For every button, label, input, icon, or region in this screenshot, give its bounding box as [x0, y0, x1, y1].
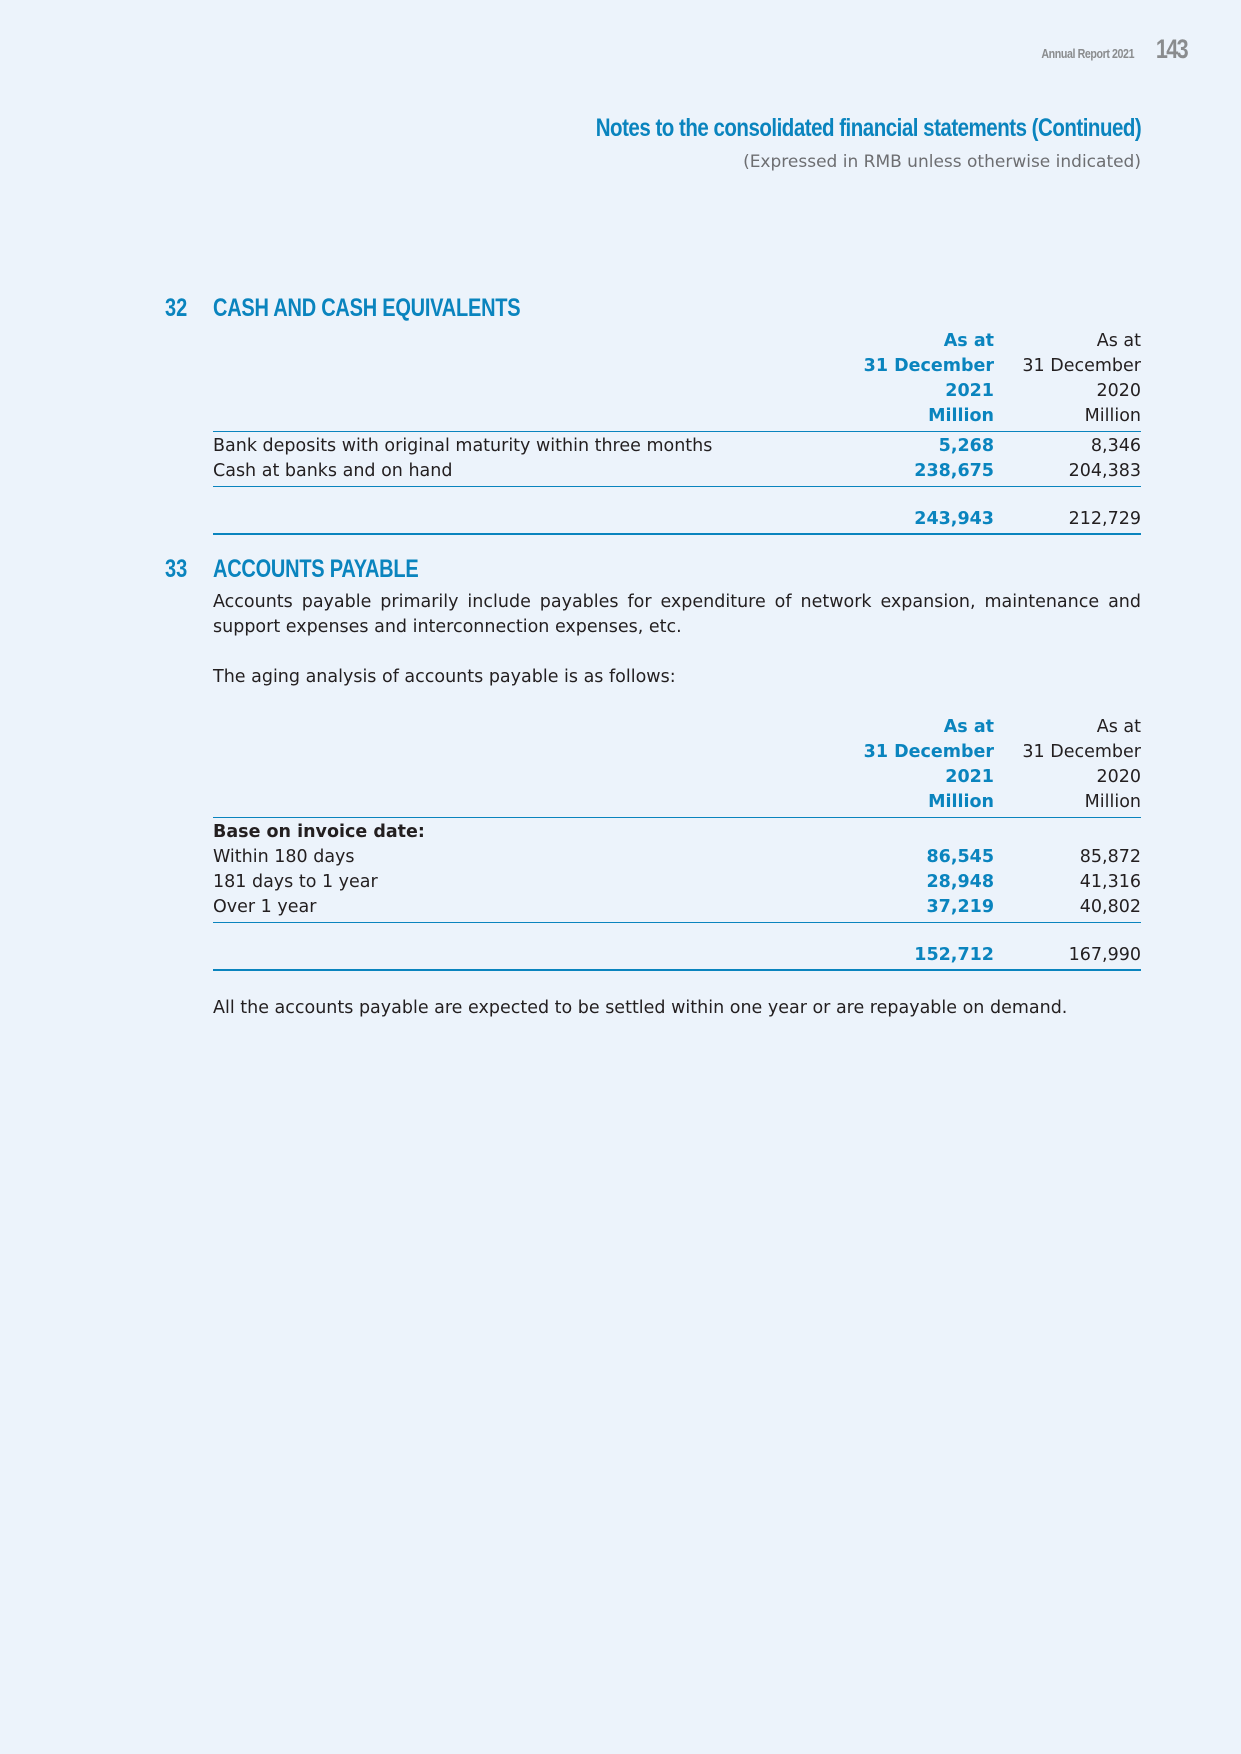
header-2021: Million — [928, 792, 994, 812]
page-title: Notes to the consolidated financial statements (Continued) — [595, 114, 1141, 142]
total-2021: 152,712 — [914, 945, 994, 965]
table-rule — [213, 486, 1141, 487]
column-header-row — [213, 329, 1141, 354]
section-title: CASH AND CASH EQUIVALENTS — [213, 294, 521, 322]
table-subheading-row — [213, 820, 1141, 845]
cash-table — [213, 329, 1141, 535]
header-2021: Million — [928, 406, 994, 426]
section-number: 32 — [165, 294, 188, 322]
table-rule — [213, 922, 1141, 923]
total-rule — [213, 969, 1141, 971]
table-row — [213, 459, 1141, 484]
section-paragraph: The aging analysis of accounts payable is as follows: — [213, 667, 676, 687]
header-2020: 31 December — [1022, 742, 1141, 762]
total-row — [213, 507, 1141, 532]
table-row — [213, 845, 1141, 870]
value-2020: 41,316 — [1079, 872, 1141, 892]
header-2020: As at — [1096, 331, 1141, 351]
column-header-row — [213, 765, 1141, 790]
header-2020: Million — [1084, 792, 1141, 812]
total-2020: 212,729 — [1068, 509, 1141, 529]
total-2021: 243,943 — [914, 509, 994, 529]
column-header-row — [213, 740, 1141, 765]
section-paragraph: Accounts payable primarily include payables for expenditure of network expansion, maintenance and support expenses and interconnection expenses, etc. — [213, 592, 1141, 637]
value-2021: 37,219 — [926, 897, 994, 917]
column-header-row — [213, 715, 1141, 740]
header-2021: 31 December — [863, 742, 994, 762]
column-header-row — [213, 404, 1141, 429]
page-subtitle: (Expressed in RMB unless otherwise indicated) — [743, 152, 1141, 172]
header-2021: 2021 — [945, 381, 994, 401]
row-label: Over 1 year — [213, 897, 317, 917]
row-label: 181 days to 1 year — [213, 872, 378, 892]
total-rule — [213, 533, 1141, 535]
table-rule — [213, 431, 1141, 432]
value-2020: 85,872 — [1079, 847, 1141, 867]
row-label: Within 180 days — [213, 847, 355, 867]
header-2021: 31 December — [863, 356, 994, 376]
value-2021: 5,268 — [938, 436, 994, 456]
column-header-row — [213, 379, 1141, 404]
header-2021: As at — [943, 717, 994, 737]
header-2021: As at — [943, 331, 994, 351]
column-header-row — [213, 354, 1141, 379]
section-number: 33 — [165, 555, 188, 583]
table-row — [213, 434, 1141, 459]
header-2020: 2020 — [1096, 381, 1141, 401]
section-title: ACCOUNTS PAYABLE — [213, 555, 419, 583]
value-2020: 8,346 — [1090, 436, 1141, 456]
table-subheading: Base on invoice date: — [213, 822, 425, 842]
column-header-row — [213, 790, 1141, 815]
value-2020: 40,802 — [1079, 897, 1141, 917]
row-label: Bank deposits with original maturity within three months — [213, 436, 713, 456]
value-2021: 238,675 — [914, 461, 994, 481]
header-2020: 31 December — [1022, 356, 1141, 376]
value-2020: 204,383 — [1068, 461, 1141, 481]
section-footnote: All the accounts payable are expected to be settled within one year or are repayable on demand. — [213, 998, 1068, 1018]
row-label: Cash at banks and on hand — [213, 461, 453, 481]
page-number: 143 — [1155, 34, 1187, 64]
header-2020: Million — [1084, 406, 1141, 426]
header-2020: 2020 — [1096, 767, 1141, 787]
table-rule — [213, 817, 1141, 818]
header-2020: As at — [1096, 717, 1141, 737]
aging-table — [213, 715, 1141, 971]
total-2020: 167,990 — [1068, 945, 1141, 965]
header-2021: 2021 — [945, 767, 994, 787]
report-name: Annual Report 2021 — [1041, 46, 1134, 61]
value-2021: 86,545 — [926, 847, 994, 867]
total-row — [213, 943, 1141, 968]
running-header — [1021, 34, 1187, 65]
table-row — [213, 870, 1141, 895]
value-2021: 28,948 — [926, 872, 994, 892]
table-row — [213, 895, 1141, 920]
